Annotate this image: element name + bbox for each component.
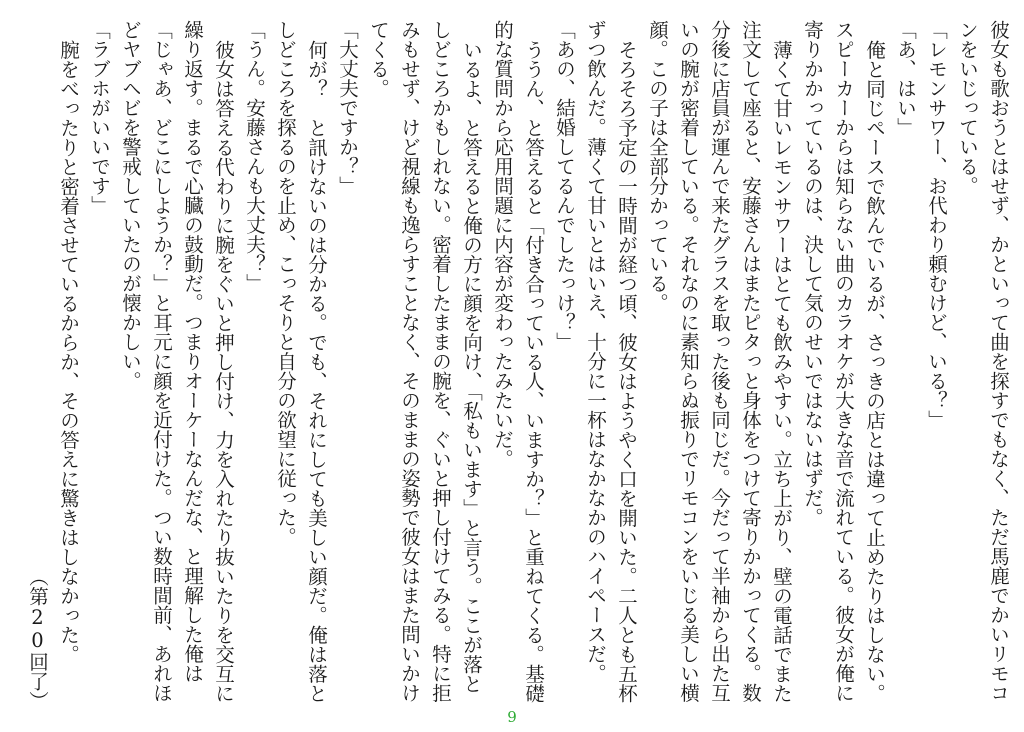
paragraph: そろそろ予定の一時間が経つ頃、彼女はようやく口を開いた。二人とも五杯ずつ飲んだ。薄くて甘いとはいえ、十分に一杯はなかなかのハイペースだ。 (584, 20, 638, 703)
paragraph: 「ラブホがいいです」 (88, 20, 111, 215)
paragraph: 彼女も歌おうとはせず、かといって曲を探すでもなく、ただ馬鹿でかいリモコンをいじっている。 (956, 20, 1010, 703)
paragraph: 「あの、結婚してるんでしたっけ？」 (553, 20, 576, 352)
paragraph: 何が？ と訊けないのは分かる。でも、それにしても美しい顔だ。俺は落としどころを探るのを止め、こっそりと自分の欲望に従った。 (274, 20, 328, 703)
page-number: 9 (507, 708, 517, 726)
paragraph: 「うん。安藤さんも大丈夫？」 (243, 20, 266, 293)
chapter-end-mark: （第20回了） (26, 566, 49, 710)
paragraph: 彼女は答える代わりに腕をぐいと押し付け、力を入れたり抜いたりを交互に繰り返す。まるで心臓の鼓動だ。つまりオーケーなんだな、と理解した俺は「じゃあ、どこにしようか？」と耳元に顔を近付けた。つい数時間前、あれほどヤブヘビを警戒していたのが懐かしい。 (119, 20, 235, 703)
vertical-text-body (14, 20, 1014, 710)
paragraph: ううん、と答えると「付き合っている人、いますか？」と重ねてくる。基礎的な質問から応用問題に内容が変わったみたいだ。 (491, 20, 545, 703)
paragraph: 「レモンサワー、お代わり頼むけど、いる？」 (925, 20, 948, 430)
paragraph: 「大丈夫ですか？」 (336, 20, 359, 196)
paragraph: 腕をべったりと密着させているからか、その答えに驚きはしなかった。 (57, 39, 80, 664)
paragraph: 「あ、はい」 (894, 20, 917, 137)
paragraph: 薄くて甘いレモンサワーはとても飲みやすい。立ち上がり、壁の電話でまた注文して座ると、安藤さんはまたピタっと身体をつけて寄りかかってくる。数分後に店員が運んで来たグラスを取った後も同じだ。今だって半袖から出た互いの腕が密着している。それなのに素知らぬ振りでリモコンをいじる美しい横顔。この子は全部分かっている。 (646, 20, 793, 703)
paragraph: いるよ、と答えると俺の方に顔を向け、「私もいます」と言う。ここが落としどころかもしれない。密着したままの腕を、ぐいと押し付けてみる。特に拒みもせず、けど視線も逸らすことなく、そのままの姿勢で彼女はまた問いかけてくる。 (367, 20, 483, 703)
paragraph: 俺と同じペースで飲んでいるが、さっきの店とは違って止めたりはしない。スピーカーからは知らない曲のカラオケが大きな音で流れている。彼女が俺に寄りかかっているのは、決して気のせいではないはずだ。 (801, 20, 886, 703)
